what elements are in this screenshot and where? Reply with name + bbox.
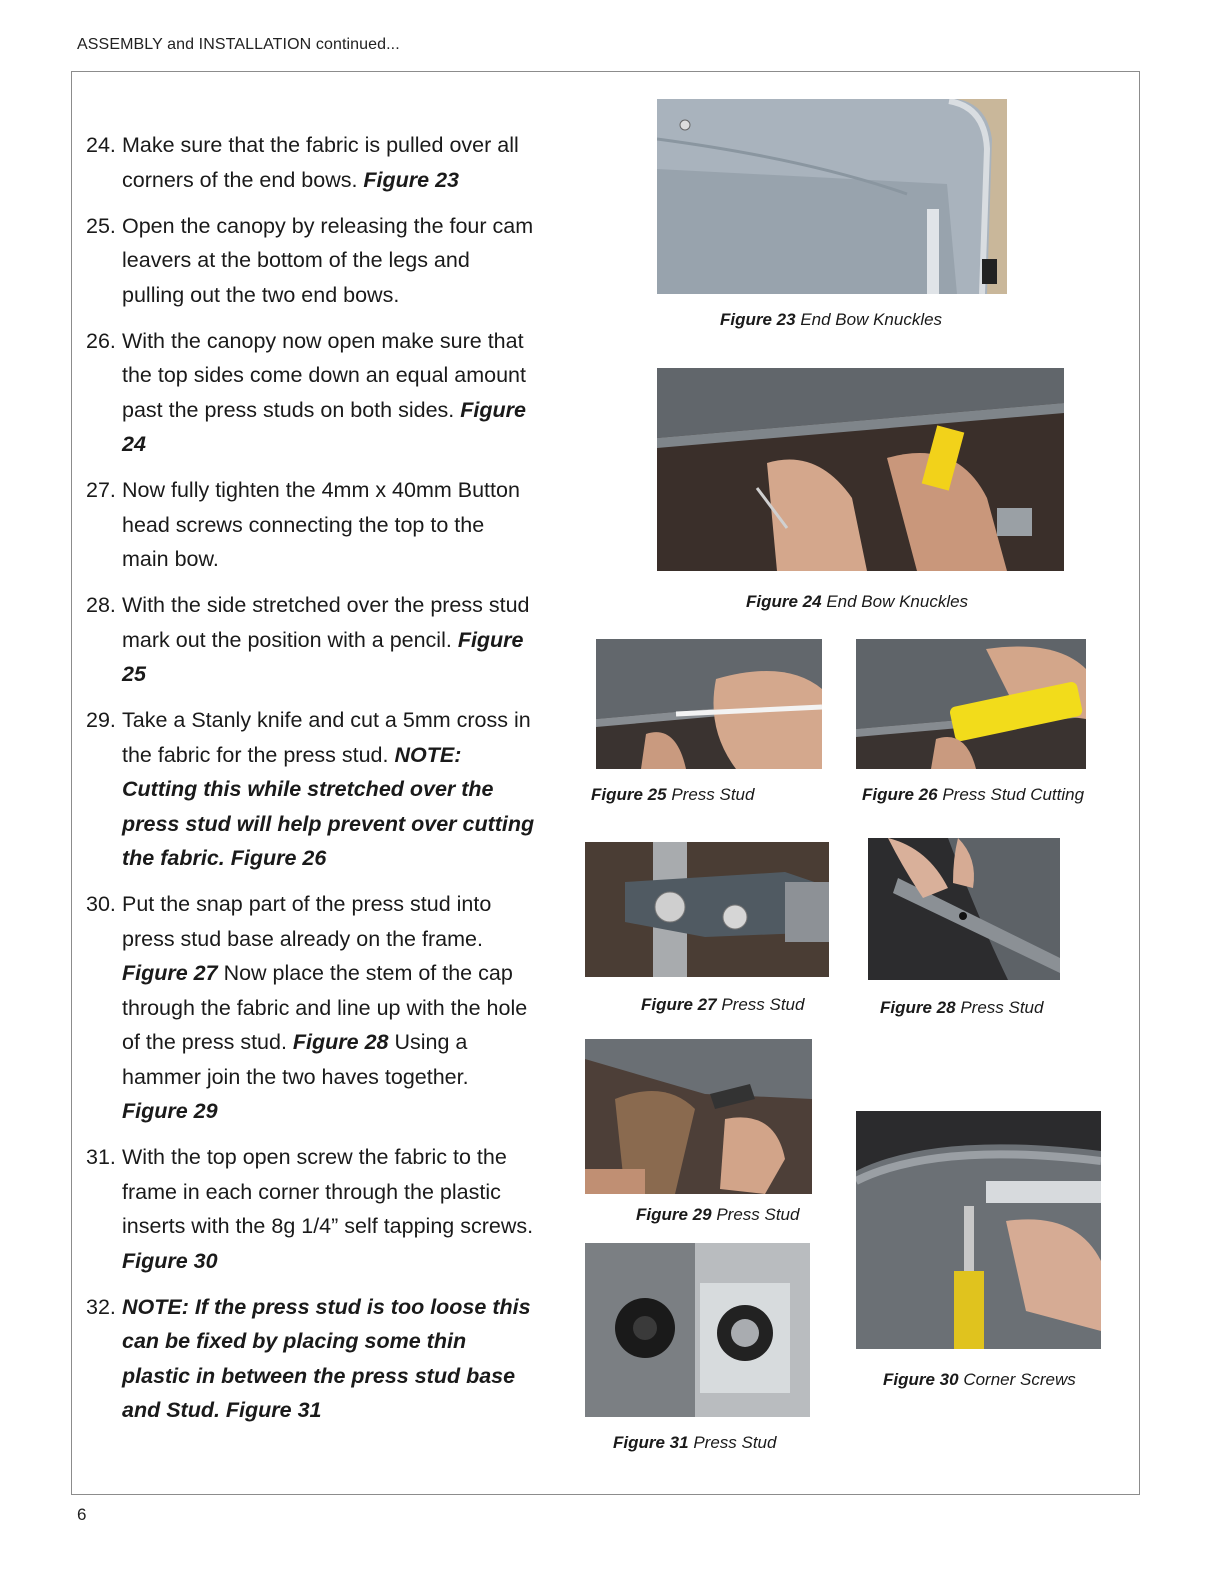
figure-label: Figure 30 — [883, 1370, 959, 1389]
step-number: 32. — [86, 1294, 116, 1319]
step-31 — [86, 1140, 536, 1278]
step-text: With the top open screw the fabric to the frame in each corner through the plastic inserts with the 8g 1/4” self tapping screws. — [122, 1145, 534, 1238]
step-text: Take a Stanly knife and cut a 5mm cross in the fabric for the press stud. — [122, 708, 531, 767]
step-text: Now place the stem of the cap through the fabric and line up with the hole of the press stud. — [122, 961, 528, 1054]
figure-24-photo — [657, 368, 1064, 571]
step-24 — [86, 128, 536, 197]
figure-28-photo — [868, 838, 1060, 980]
step-text: Open the canopy by releasing the four cam leavers at the bottom of the legs and pulling out the two end bows. — [122, 213, 534, 307]
figure-28-caption — [880, 998, 1043, 1018]
figure-label: Figure 25 — [591, 785, 667, 804]
figure-25-photo — [596, 639, 822, 769]
step-note: NOTE: If the press stud is too loose this can be fixed by placing some thin plastic in between the press stud base and Stud. Figure 31 — [122, 1294, 531, 1422]
figure-label: Figure 26 — [862, 785, 938, 804]
figure-reference: Figure 28 — [292, 1030, 389, 1054]
figure-27-photo — [585, 842, 829, 977]
figure-reference: Figure 23 — [363, 167, 460, 192]
figure-reference: Figure 29 — [122, 1099, 218, 1123]
figure-26-caption — [862, 785, 1084, 805]
figure-29-photo — [585, 1039, 812, 1194]
figure-27-caption — [641, 995, 804, 1015]
step-number: 31. — [86, 1145, 116, 1169]
step-text: With the canopy now open make sure that the top sides come down an equal amount past the press studs on both sides. — [122, 328, 526, 422]
figure-29-caption — [636, 1205, 799, 1225]
step-32 — [86, 1290, 536, 1428]
figure-label: Figure 29 — [636, 1205, 712, 1224]
figure-caption-text: Corner Screws — [958, 1370, 1076, 1389]
step-number: 30. — [86, 892, 116, 916]
figure-reference: Figure 24 — [122, 397, 526, 456]
page-number: 6 — [77, 1505, 87, 1524]
step-number: 27. — [86, 478, 116, 502]
figure-30-photo — [856, 1111, 1101, 1349]
figure-24-caption — [746, 592, 968, 612]
step-number: 25. — [86, 213, 116, 238]
step-25 — [86, 209, 536, 313]
figure-caption-text: Press Stud — [711, 1205, 800, 1224]
figure-label: Figure 27 — [641, 995, 717, 1014]
figure-label: Figure 28 — [880, 998, 956, 1017]
figure-caption-text: Press Stud Cutting — [937, 785, 1085, 804]
figure-reference: Figure 27 — [122, 961, 218, 985]
figure-reference: Figure 30 — [122, 1248, 218, 1273]
figure-caption-text: Press Stud — [955, 998, 1044, 1017]
step-text: Using a hammer join the two haves together. — [122, 1030, 469, 1089]
figure-caption-text: Press Stud — [688, 1433, 777, 1452]
step-30 — [86, 887, 536, 1129]
figure-caption-text: Press Stud — [716, 995, 805, 1014]
figure-label: Figure 24 — [746, 592, 822, 611]
figure-label: Figure 31 — [613, 1433, 689, 1452]
step-text: Now fully tighten the 4mm x 40mm Button head screws connecting the top to the main bow. — [122, 478, 520, 571]
step-text: With the side stretched over the press stud mark out the position with a pencil. — [122, 593, 530, 652]
figure-31-caption — [613, 1433, 776, 1453]
step-number: 28. — [86, 593, 116, 617]
figure-caption-text: End Bow Knuckles — [795, 310, 943, 329]
step-26 — [86, 324, 536, 462]
figure-label: Figure 23 — [720, 310, 796, 329]
step-number: 29. — [86, 708, 116, 732]
step-text: Put the snap part of the press stud into press stud base already on the frame. — [122, 892, 492, 951]
step-text: Make sure that the fabric is pulled over all corners of the end bows. — [122, 133, 519, 192]
step-27 — [86, 473, 536, 577]
running-head: ASSEMBLY and INSTALLATION continued... — [77, 36, 400, 53]
figure-25-caption — [591, 785, 754, 805]
step-number: 24. — [86, 133, 116, 157]
step-number: 26. — [86, 328, 116, 353]
step-note: NOTE: Cutting this while stretched over the press stud will help prevent over cutting the fabric. Figure 26 — [122, 742, 535, 870]
figure-23-caption — [720, 310, 942, 330]
figure-caption-text: End Bow Knuckles — [821, 592, 969, 611]
figure-30-caption — [883, 1370, 1076, 1390]
figure-caption-text: Press Stud — [666, 785, 755, 804]
step-28 — [86, 588, 536, 692]
step-29 — [86, 703, 536, 876]
figure-31-photo — [585, 1243, 810, 1417]
figure-26-photo — [856, 639, 1086, 769]
figure-23-photo — [657, 99, 1007, 294]
figure-reference: Figure 25 — [122, 627, 524, 686]
instruction-steps — [86, 128, 536, 1439]
